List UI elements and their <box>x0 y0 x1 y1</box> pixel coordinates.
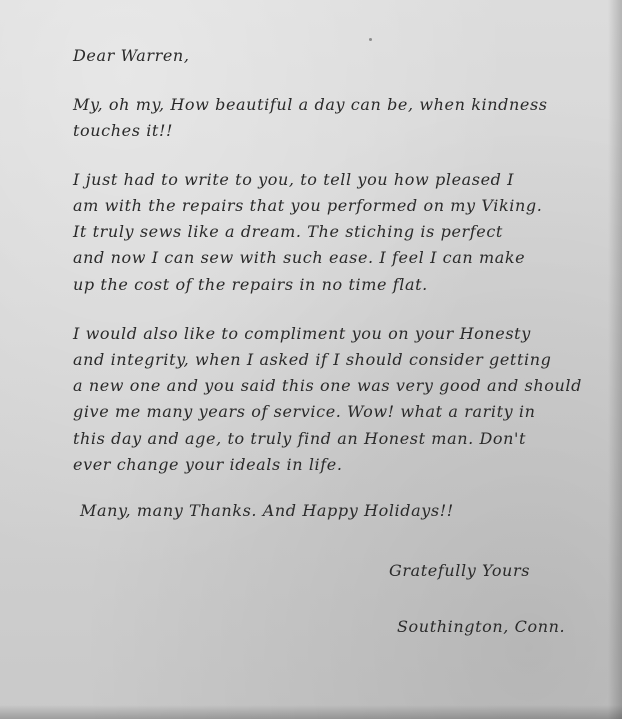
paragraph2-line: I just had to write to you, to tell you how pleased I <box>73 170 515 189</box>
salutation: Dear Warren, <box>73 46 190 65</box>
paragraph3-line: a new one and you said this one was very good and should <box>73 376 582 395</box>
paragraph3-line: give me many years of service. Wow! what a rarity in <box>73 402 536 421</box>
paragraph2-line: and now I can sew with such ease. I feel I can make <box>73 248 526 267</box>
paragraph2-line: up the cost of the repairs in no time flat. <box>73 275 428 294</box>
paragraph3-line: this day and age, to truly find an Honest man. Don't <box>73 429 527 448</box>
paragraph3-line: and integrity, when I asked if I should consider getting <box>73 350 552 369</box>
paragraph2-line: It truly sews like a dream. The stiching is perfect <box>73 222 503 241</box>
paragraph1-line: touches it!! <box>73 121 174 140</box>
paragraph3-line: I would also like to compliment you on your Honesty <box>73 324 531 343</box>
paper-edge-shadow-bottom <box>0 705 622 719</box>
closing-signoff: Gratefully Yours <box>389 561 531 580</box>
paper-edge-shadow-right <box>608 0 622 719</box>
paragraph3-line: ever change your ideals in life. <box>73 455 343 474</box>
sender-location: Southington, Conn. <box>397 617 566 636</box>
paper-speck <box>369 38 372 41</box>
paragraph2-line: am with the repairs that you performed on my Viking. <box>73 196 543 215</box>
paragraph1-line: My, oh my, How beautiful a day can be, when kindness <box>73 95 548 114</box>
thanks-line: Many, many Thanks. And Happy Holidays!! <box>80 501 454 520</box>
